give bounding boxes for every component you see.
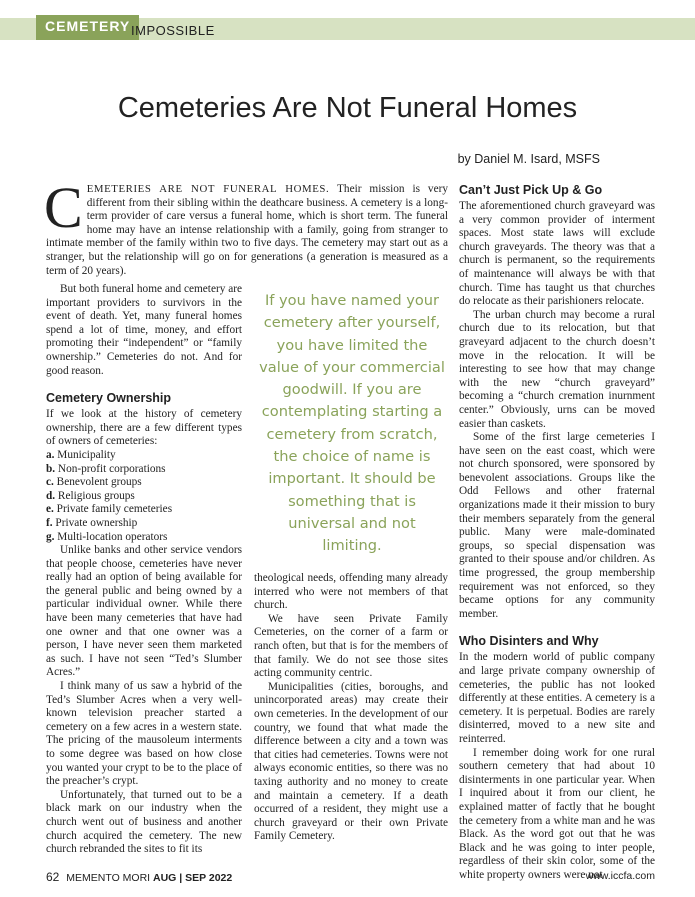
article-intro bbox=[44, 175, 448, 278]
drop-cap: C bbox=[44, 175, 83, 240]
footer-url[interactable]: www.iccfa.com bbox=[585, 870, 655, 882]
article-byline: by Daniel M. Isard, MSFS bbox=[457, 152, 600, 166]
banner-section: IMPOSSIBLE bbox=[131, 23, 215, 38]
list-item: g. Multi-location operators bbox=[46, 530, 168, 543]
paragraph: Unlike banks and other service vendors that people choose, cemeteries have never really had an option of being available for the general public and being owned by a particular individual owner. While there have been many cemeteries that have had one owner and that one owner was a person, I have never seen them marketed as such. I have not seen “Ted’s Slumber Acres.” bbox=[46, 544, 242, 679]
paragraph: I think many of us saw a hybrid of the Ted’s Slumber Acres when a very well-known television preacher started a cemetery on a few acres in a western state. The pricing of the mausoleum interments to some degree was based on how close you wanted your crypt to be to the place of the preacher’s crypt. bbox=[46, 680, 242, 788]
paragraph: theological needs, offending many already interred who were not members of that church. bbox=[254, 572, 448, 612]
paragraph: In the modern world of public company and large private company ownership of cemeteries, the public has not looked differently at these entities. A cemetery is a cemetery. It is perpetual. Bodies are rarely disinterred, moved to a new site and reinterred. bbox=[459, 651, 655, 745]
pull-quote: If you have named your cemetery after yourself, you have limited the value of your commercial goodwill. If you are contemplating starting a cemetery from scratch, the choice of name is important. It should be something that is universal and not limiting. bbox=[259, 292, 445, 555]
paragraph: The aforementioned church graveyard was a very common provider of interment spaces. Most state laws will exclude church graveyards. The theory was that a church is permanent, so the requirements of maintenance will always be with that church. Time has taught us that churches do relocate as their parishioners relocate. bbox=[459, 200, 655, 308]
paragraph: I remember doing work for one rural southern cemetery that had about 10 disinterments in one particular year. When I inquired about it from our client, he explained matter of factly that he bought the cemetery from a white man and he was Black. As the word got out that he was Black and he was going to inter people, regardless of their skin color, some of the white property owners were not bbox=[459, 746, 655, 881]
paragraph: Some of the first large cemeteries I have seen on the east coast, which were not church sponsored, were sponsored by benevolent associations. Groups like the Odd Fellows and other fraternal organizations made it their mission to bury their members separately from the general public. Many were male-dominated groups, so special dispensation was granted to their spouse and/or children. As time progressed, the group membership requirement was not enforced, so they became options for any community member. bbox=[459, 431, 655, 620]
paragraph: Unfortunately, that turned out to be a black mark on our industry when the church went out of business and another church acquired the cemetery. The new church rebranded the sites to fit its bbox=[46, 788, 242, 856]
section-banner bbox=[0, 18, 695, 40]
paragraph: But both funeral home and cemetery are important providers to survivors in the event of death. Yet, many funeral homes spend a lot of time, money, and effort promoting their “independent” or “family ownership.” Cemeteries do not. And for good reason. bbox=[46, 283, 242, 377]
magazine-name: MEMENTO MORI bbox=[66, 872, 151, 884]
list-item: b. Non-profit corporations bbox=[46, 462, 166, 475]
list-item: a. Municipality bbox=[46, 448, 116, 461]
list-item: f. Private ownership bbox=[46, 516, 138, 529]
paragraph: The urban church may become a rural church due to its relocation, but that graveyard adjacent to the church doesn’t move in the relocation. It will be interesting to see how that may change with the new “church graveyard” becoming a “church cremation inurnment center.” Obviously, urns can be moved easier than caskets. bbox=[459, 308, 655, 430]
list-item: c. Benevolent groups bbox=[46, 476, 142, 489]
subhead-cemetery-ownership: Cemetery Ownership bbox=[46, 391, 172, 406]
intro-lead: EMETERIES ARE NOT FUNERAL HOMES. bbox=[86, 183, 330, 195]
subhead-cant-just-pick-up: Can’t Just Pick Up & Go bbox=[459, 183, 603, 197]
issue-date: AUG | SEP 2022 bbox=[153, 872, 233, 884]
footer-left bbox=[46, 870, 232, 884]
list-item: e. Private family cemeteries bbox=[46, 503, 173, 516]
column-2 bbox=[254, 572, 448, 844]
column-3 bbox=[459, 183, 655, 883]
subhead-who-disinters: Who Disinters and Why bbox=[459, 634, 599, 649]
intro-text: Their mission is very different from their sibling within the deathcare business. A cemetery is a long-term provider of care versus a funeral home, which is short term. The funeral home may have an intense relationship with a family, going from stranger to intimate member of the family within two to five days. The cemetery may start out as a stranger, but the relationship will go on for generations (a generation is measured as a term of 20 years). bbox=[46, 183, 448, 277]
paragraph: Municipalities (cities, boroughs, and unincorporated areas) may create their own cemeteries. In the development of our country, we found that what made the difference between a city and a town was that cities had cemeteries. Towns were not always economic entities, so there was no taxing authority and no money to create and maintain a cemetery. If a death occurred of a resident, they might use a church graveyard or their own Private Family Cemetery. bbox=[254, 680, 448, 843]
page-number: 62 bbox=[46, 870, 60, 884]
paragraph: We have seen Private Family Cemeteries, on the corner of a farm or ranch often, but that is for the members of that family. We do not see those sites acting community centric. bbox=[254, 612, 448, 680]
paragraph: If we look at the history of cemetery ownership, there are a few different types of owners of cemeteries: bbox=[46, 408, 242, 448]
banner-tag: CEMETERY bbox=[36, 15, 139, 40]
column-1 bbox=[46, 283, 242, 857]
article-title: Cemeteries Are Not Funeral Homes bbox=[117, 92, 578, 124]
owner-types-list bbox=[46, 449, 242, 544]
list-item: d. Religious groups bbox=[46, 489, 135, 502]
